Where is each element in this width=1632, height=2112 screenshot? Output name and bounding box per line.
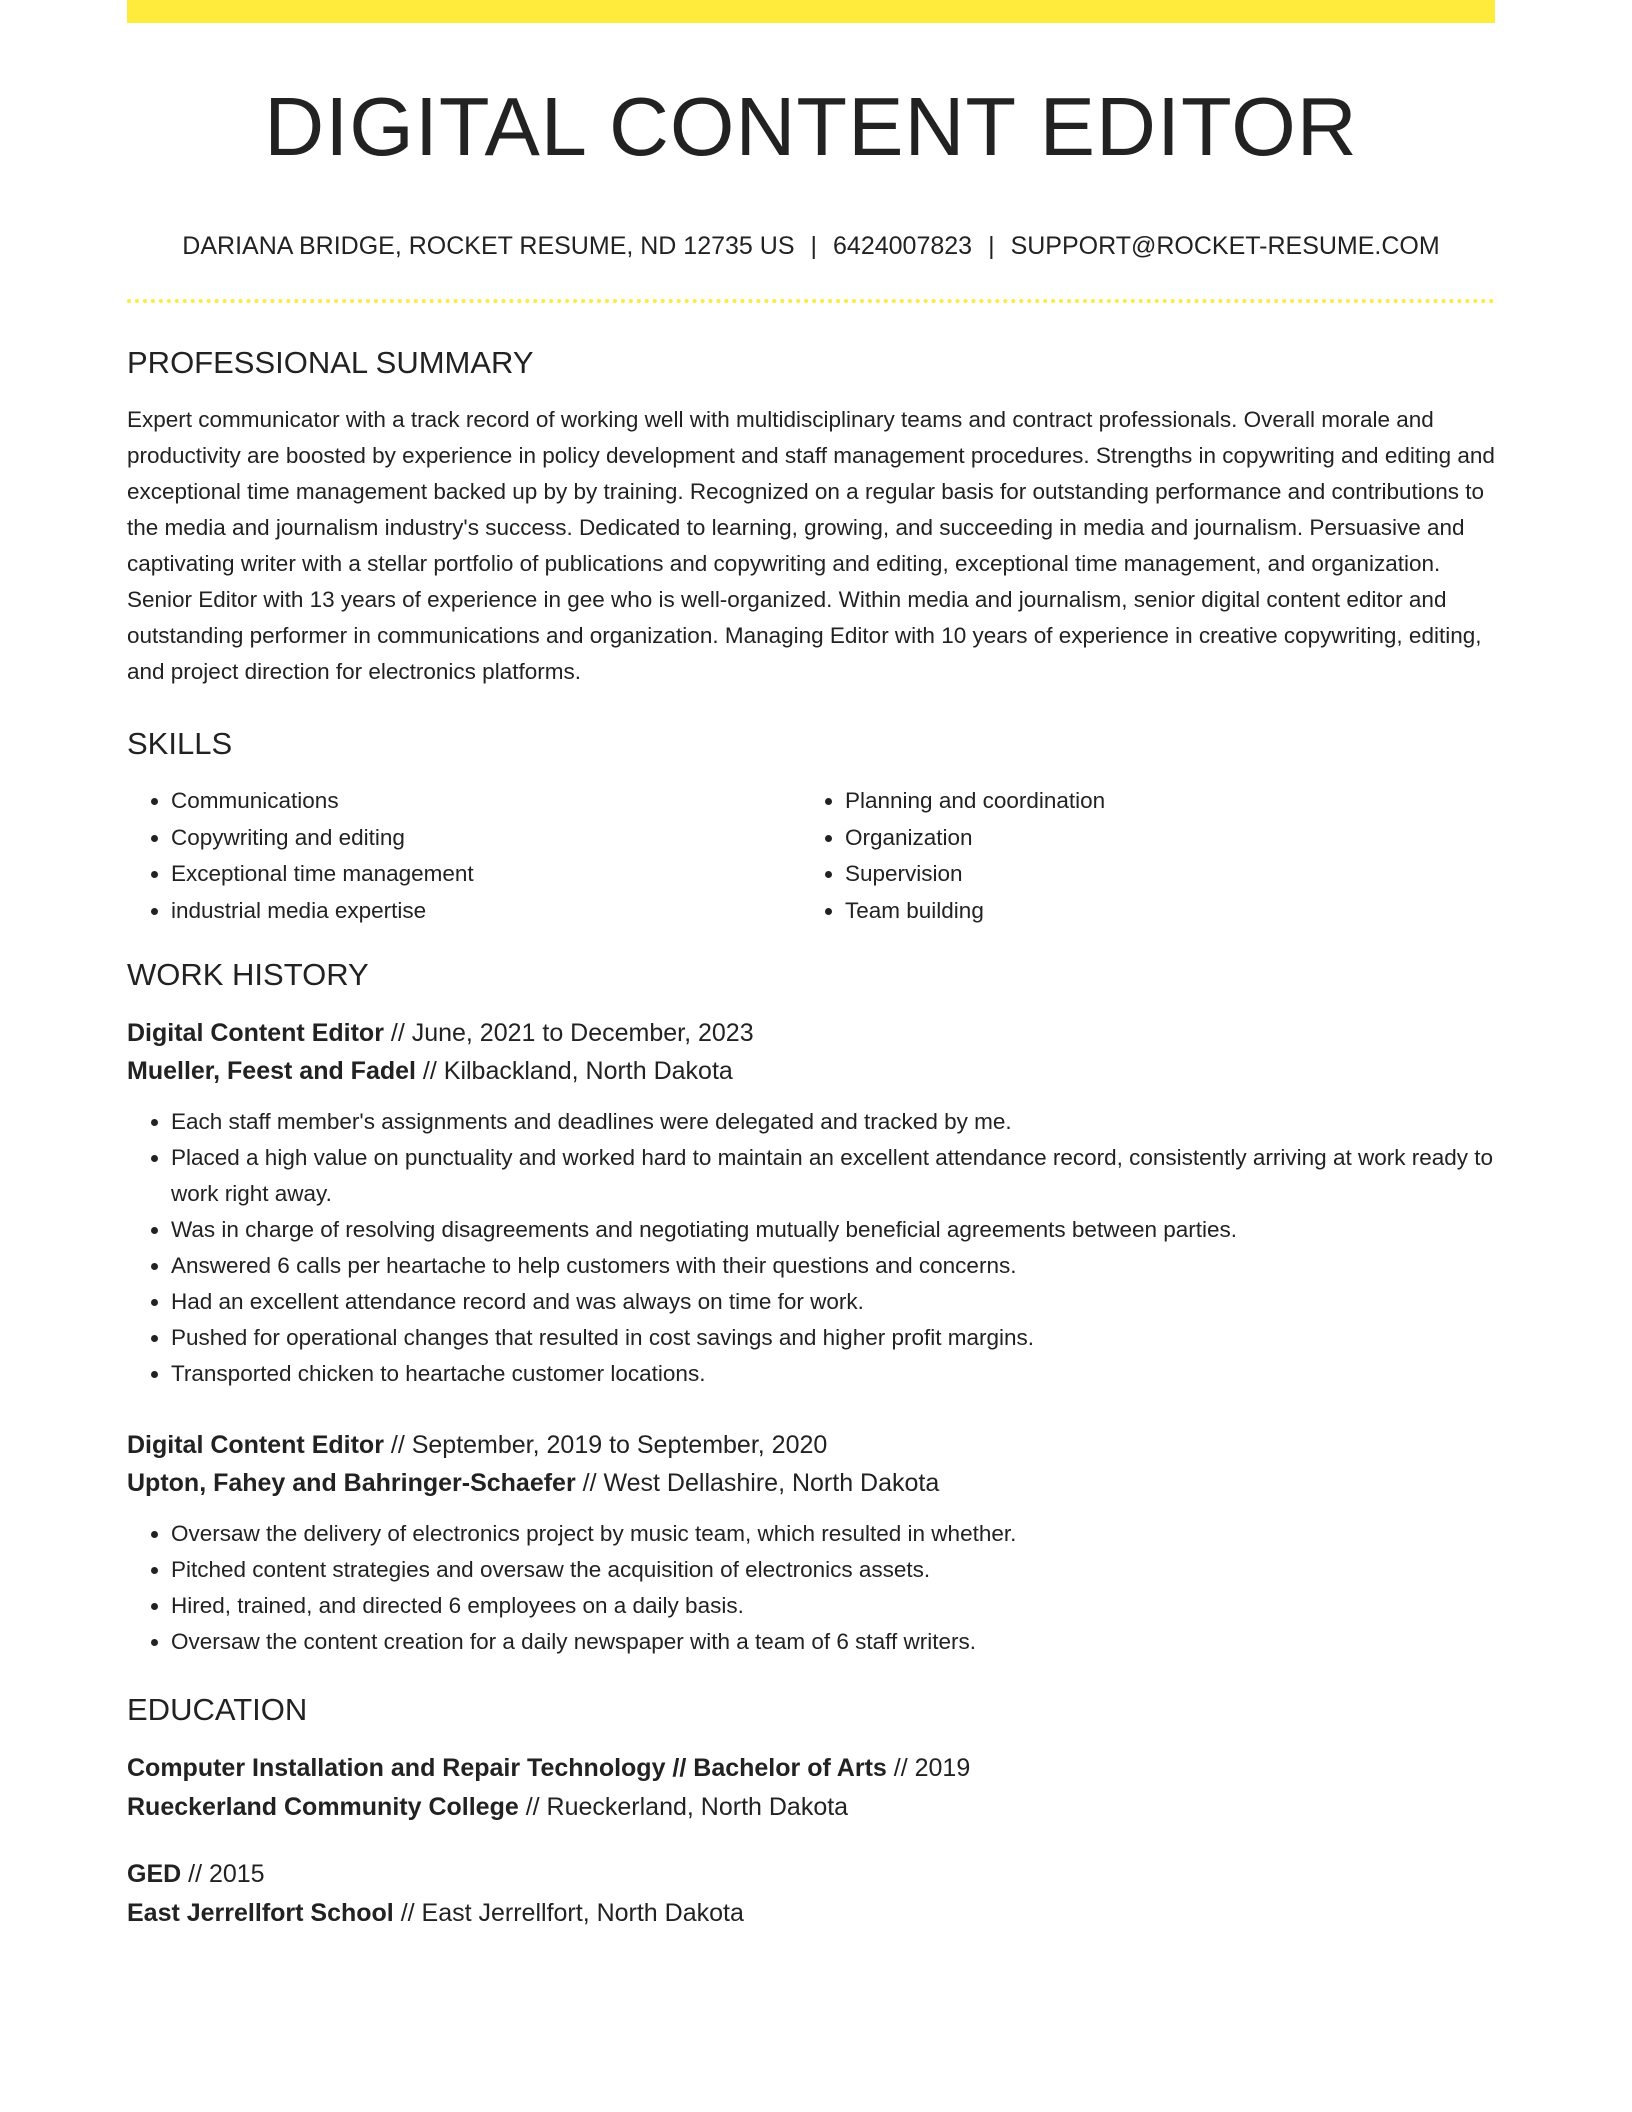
job-company-line [127,1464,1495,1502]
job-dates: // June, 2021 to December, 2023 [383,1019,754,1047]
dotted-divider [127,299,1495,303]
job-bullet: • Answered 6 calls per heartache to help customers with their questions and concerns. [171,1248,1495,1284]
contact-email: SUPPORT@ROCKET-RESUME.COM [1010,232,1440,260]
job-bullet: • Was in charge of resolving disagreements and negotiating mutually beneficial agreements between parties. [171,1212,1495,1248]
skill-item: • Communications [171,783,801,820]
job-company-line [127,1052,1495,1090]
job-bullet: • Oversaw the delivery of electronics project by music team, which resulted in whether. [171,1516,1495,1552]
education-location: // East Jerrellfort, North Dakota [393,1899,744,1927]
summary-heading: PROFESSIONAL SUMMARY [127,345,534,380]
accent-top-bar [127,0,1495,23]
job-company: Mueller, Feest and Fadel [127,1057,416,1085]
resume-title: DIGITAL CONTENT EDITOR [264,80,1358,173]
job-bullet: • Transported chicken to heartache customer locations. [171,1356,1495,1392]
job-bullets [127,1516,1495,1660]
skill-item: • Planning and coordination [845,783,1475,820]
job-bullet: • Pushed for operational changes that resulted in cost savings and higher profit margins. [171,1320,1495,1356]
education-degree: Computer Installation and Repair Technology // Bachelor of Arts [127,1754,887,1782]
job-title-line [127,1014,1495,1052]
skill-item: • Supervision [845,856,1475,893]
job-location: // Kilbackland, North Dakota [415,1057,733,1085]
skills-columns [127,783,1495,929]
education-heading: EDUCATION [127,1692,308,1727]
education-school: Rueckerland Community College [127,1793,519,1821]
job-entry [127,1426,1495,1660]
education-degree: GED [127,1860,182,1888]
contact-address: DARIANA BRIDGE, ROCKET RESUME, ND 12735 US [182,232,795,260]
education-entry [127,1749,1495,1827]
skill-item: • Copywriting and editing [171,820,801,857]
summary-section [127,347,1495,690]
skills-section [127,728,1495,929]
education-section [127,1694,1495,1933]
job-title: Digital Content Editor [127,1431,384,1459]
education-entry [127,1855,1495,1933]
contact-separator: | [988,232,995,260]
skill-item: • Organization [845,820,1475,857]
job-bullet: • Pitched content strategies and oversaw the acquisition of electronics assets. [171,1552,1495,1588]
job-entry [127,1014,1495,1392]
job-bullet: • Had an excellent attendance record and was always on time for work. [171,1284,1495,1320]
education-degree-line [127,1749,1495,1788]
education-location: // Rueckerland, North Dakota [518,1793,849,1821]
education-year: // 2019 [886,1754,971,1782]
job-bullet: • Oversaw the content creation for a daily newspaper with a team of 6 staff writers. [171,1624,1495,1660]
contact-phone: 6424007823 [833,232,973,260]
work-history-section [127,959,1495,1660]
job-location: // West Dellashire, North Dakota [575,1469,940,1497]
resume-page [127,0,1495,1933]
education-year: // 2015 [181,1860,265,1888]
skill-item: • Team building [845,893,1475,930]
contact-separator: | [810,232,818,260]
work-history-heading: WORK HISTORY [127,957,369,992]
job-bullet: • Hired, trained, and directed 6 employees on a daily basis. [171,1588,1495,1624]
job-bullet: • Each staff member's assignments and deadlines were delegated and tracked by me. [171,1104,1495,1140]
skills-heading: SKILLS [127,726,233,761]
skills-list-right [801,783,1475,929]
education-school-line [127,1894,1495,1933]
job-bullets [127,1104,1495,1392]
education-school-line [127,1788,1495,1827]
skill-item: • industrial media expertise [171,893,801,930]
job-title: Digital Content Editor [127,1019,384,1047]
job-bullet: • Placed a high value on punctuality and worked hard to maintain an excellent attendance record, consistently arriving at work ready to work right away. [171,1140,1495,1212]
job-dates: // September, 2019 to September, 2020 [383,1431,828,1459]
job-title-line [127,1426,1495,1464]
skills-list-left [127,783,801,929]
skill-item: • Exceptional time management [171,856,801,893]
job-company: Upton, Fahey and Bahringer-Schaefer [127,1469,576,1497]
education-degree-line [127,1855,1495,1894]
summary-text: Expert communicator with a track record of working well with multidisciplinary teams and contract professionals. Overall morale and productivity are boosted by experience in policy development and staff management procedures. Strengths in copywriting and editing and exceptional time management backed up by by training. Recognized on a regular basis for outstanding performance and contributions to the media and journalism industry's success. Dedicated to learning, growing, and succeeding in media and journalism. Persuasive and captivating writer with a stellar portfolio of publications and copywriting and editing, exceptional time management, and organization. Senior Editor with 13 years of experience in gee who is well-organized. Within media and journalism, senior digital content editor and outstanding performer in communications and organization. Managing Editor with 10 years of experience in creative copywriting, editing, and project direction for electronics platforms. [127,407,1495,684]
contact-line [127,234,1495,259]
education-school: East Jerrellfort School [127,1899,394,1927]
